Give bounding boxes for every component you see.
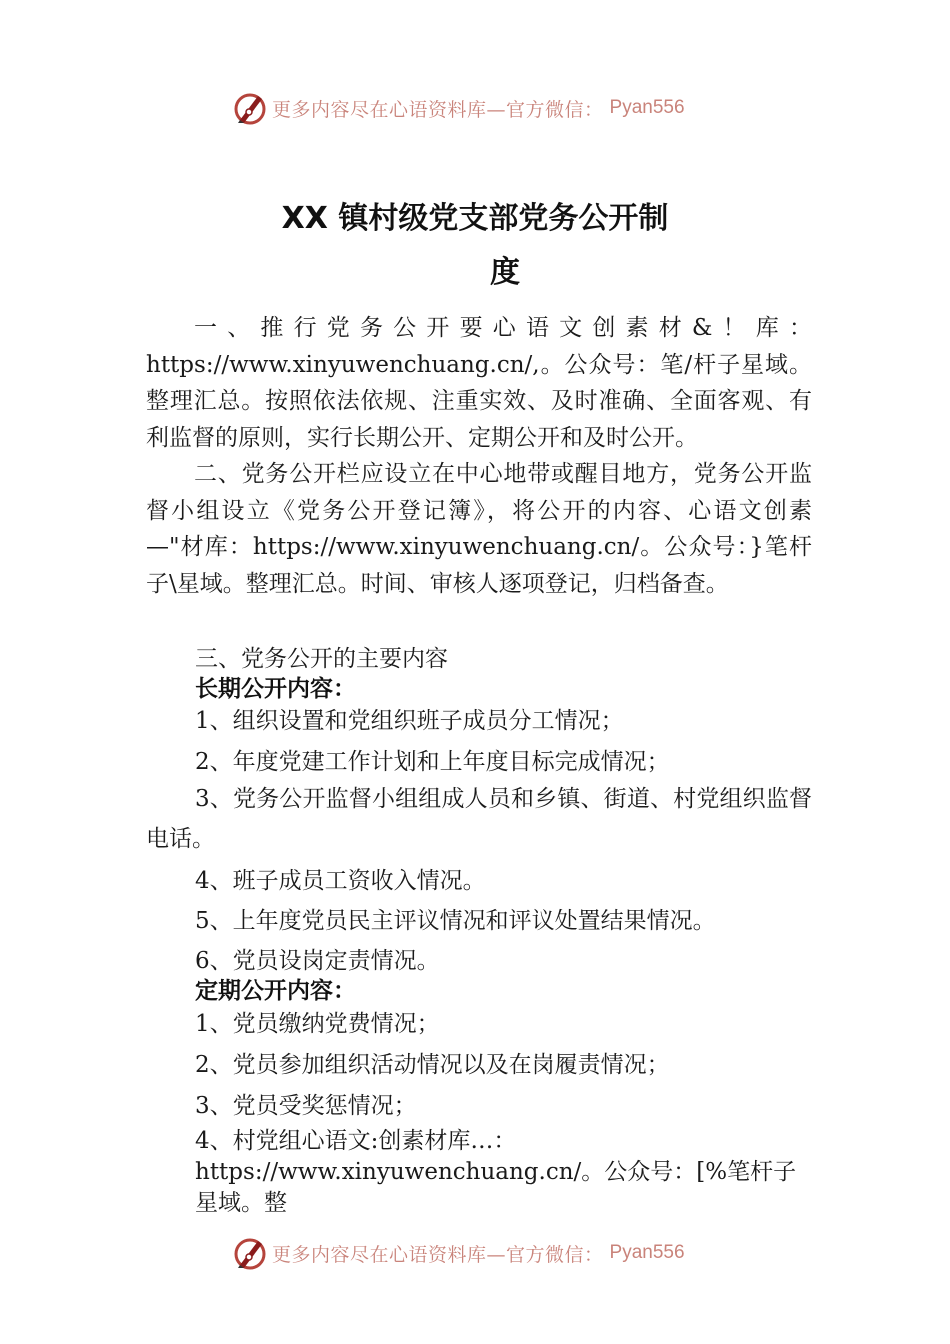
header-banner: [232, 88, 732, 128]
list-item: 6、党员设岗定责情况。: [195, 948, 440, 974]
pen-logo-icon: [232, 1235, 268, 1271]
list-item: 2、党员参加组织活动情况以及在岗履责情况；: [195, 1052, 670, 1078]
paragraph-1: 一、推行党务公开要心语文创素材&！库：https://www.xinyuwenchuang.cn/,。公众号：笔/杆子星域。整理汇总。按照依法依规、注重实效、及时准确、全面客观、有利监督的原则，实行长期公开、定期公开和及时公开。: [146, 315, 812, 451]
list-item: 5、上年度党员民主评议情况和评议处置结果情况。: [195, 908, 716, 934]
list-item: 2、年度党建工作计划和上年度目标完成情况；: [195, 749, 670, 775]
footer-banner: [232, 1233, 732, 1273]
list-item: 4、班子成员工资收入情况。: [195, 868, 486, 894]
pen-logo-icon: [232, 90, 268, 126]
list-item: 1、组织设置和党组织班子成员分工情况；: [195, 708, 624, 734]
list-item: 3、党务公开监督小组组成人员和乡镇、街道、村党组织监督电话。: [146, 786, 812, 852]
banner-text: 更多内容尽在心语资料库—官方微信：: [272, 98, 604, 121]
periodic-heading: 定期公开内容：: [195, 978, 356, 1004]
banner-wechat-id: Pyan556: [609, 97, 685, 118]
list-item: 3、党员受奖惩情况；: [195, 1093, 417, 1119]
long-term-heading: 长期公开内容：: [195, 676, 356, 702]
list-item: 4、村党组心语文:创素材库…：https://www.xinyuwenchuang.cn/。公众号：[%笔杆子星域。整: [195, 1128, 797, 1216]
paragraph-2: 二、党务公开栏应设立在中心地带或醒目地方，党务公开监督小组设立《党务公开登记簿》，将公开的内容、心语文创素—"材库：https://www.xinyuwenchuang.cn/。公众号：}笔杆子\星域。整理汇总。时间、审核人逐项登记，归档备查。: [146, 461, 812, 597]
document-title-line1: XX 镇村级党支部党务公开制: [281, 201, 669, 236]
list-item: 1、党员缴纳党费情况；: [195, 1011, 440, 1037]
section-3-heading: 三、党务公开的主要内容: [195, 646, 448, 672]
banner-wechat-id: Pyan556: [609, 1242, 685, 1263]
document-title-line2: 度: [490, 255, 520, 290]
banner-text: 更多内容尽在心语资料库—官方微信：: [272, 1243, 604, 1266]
